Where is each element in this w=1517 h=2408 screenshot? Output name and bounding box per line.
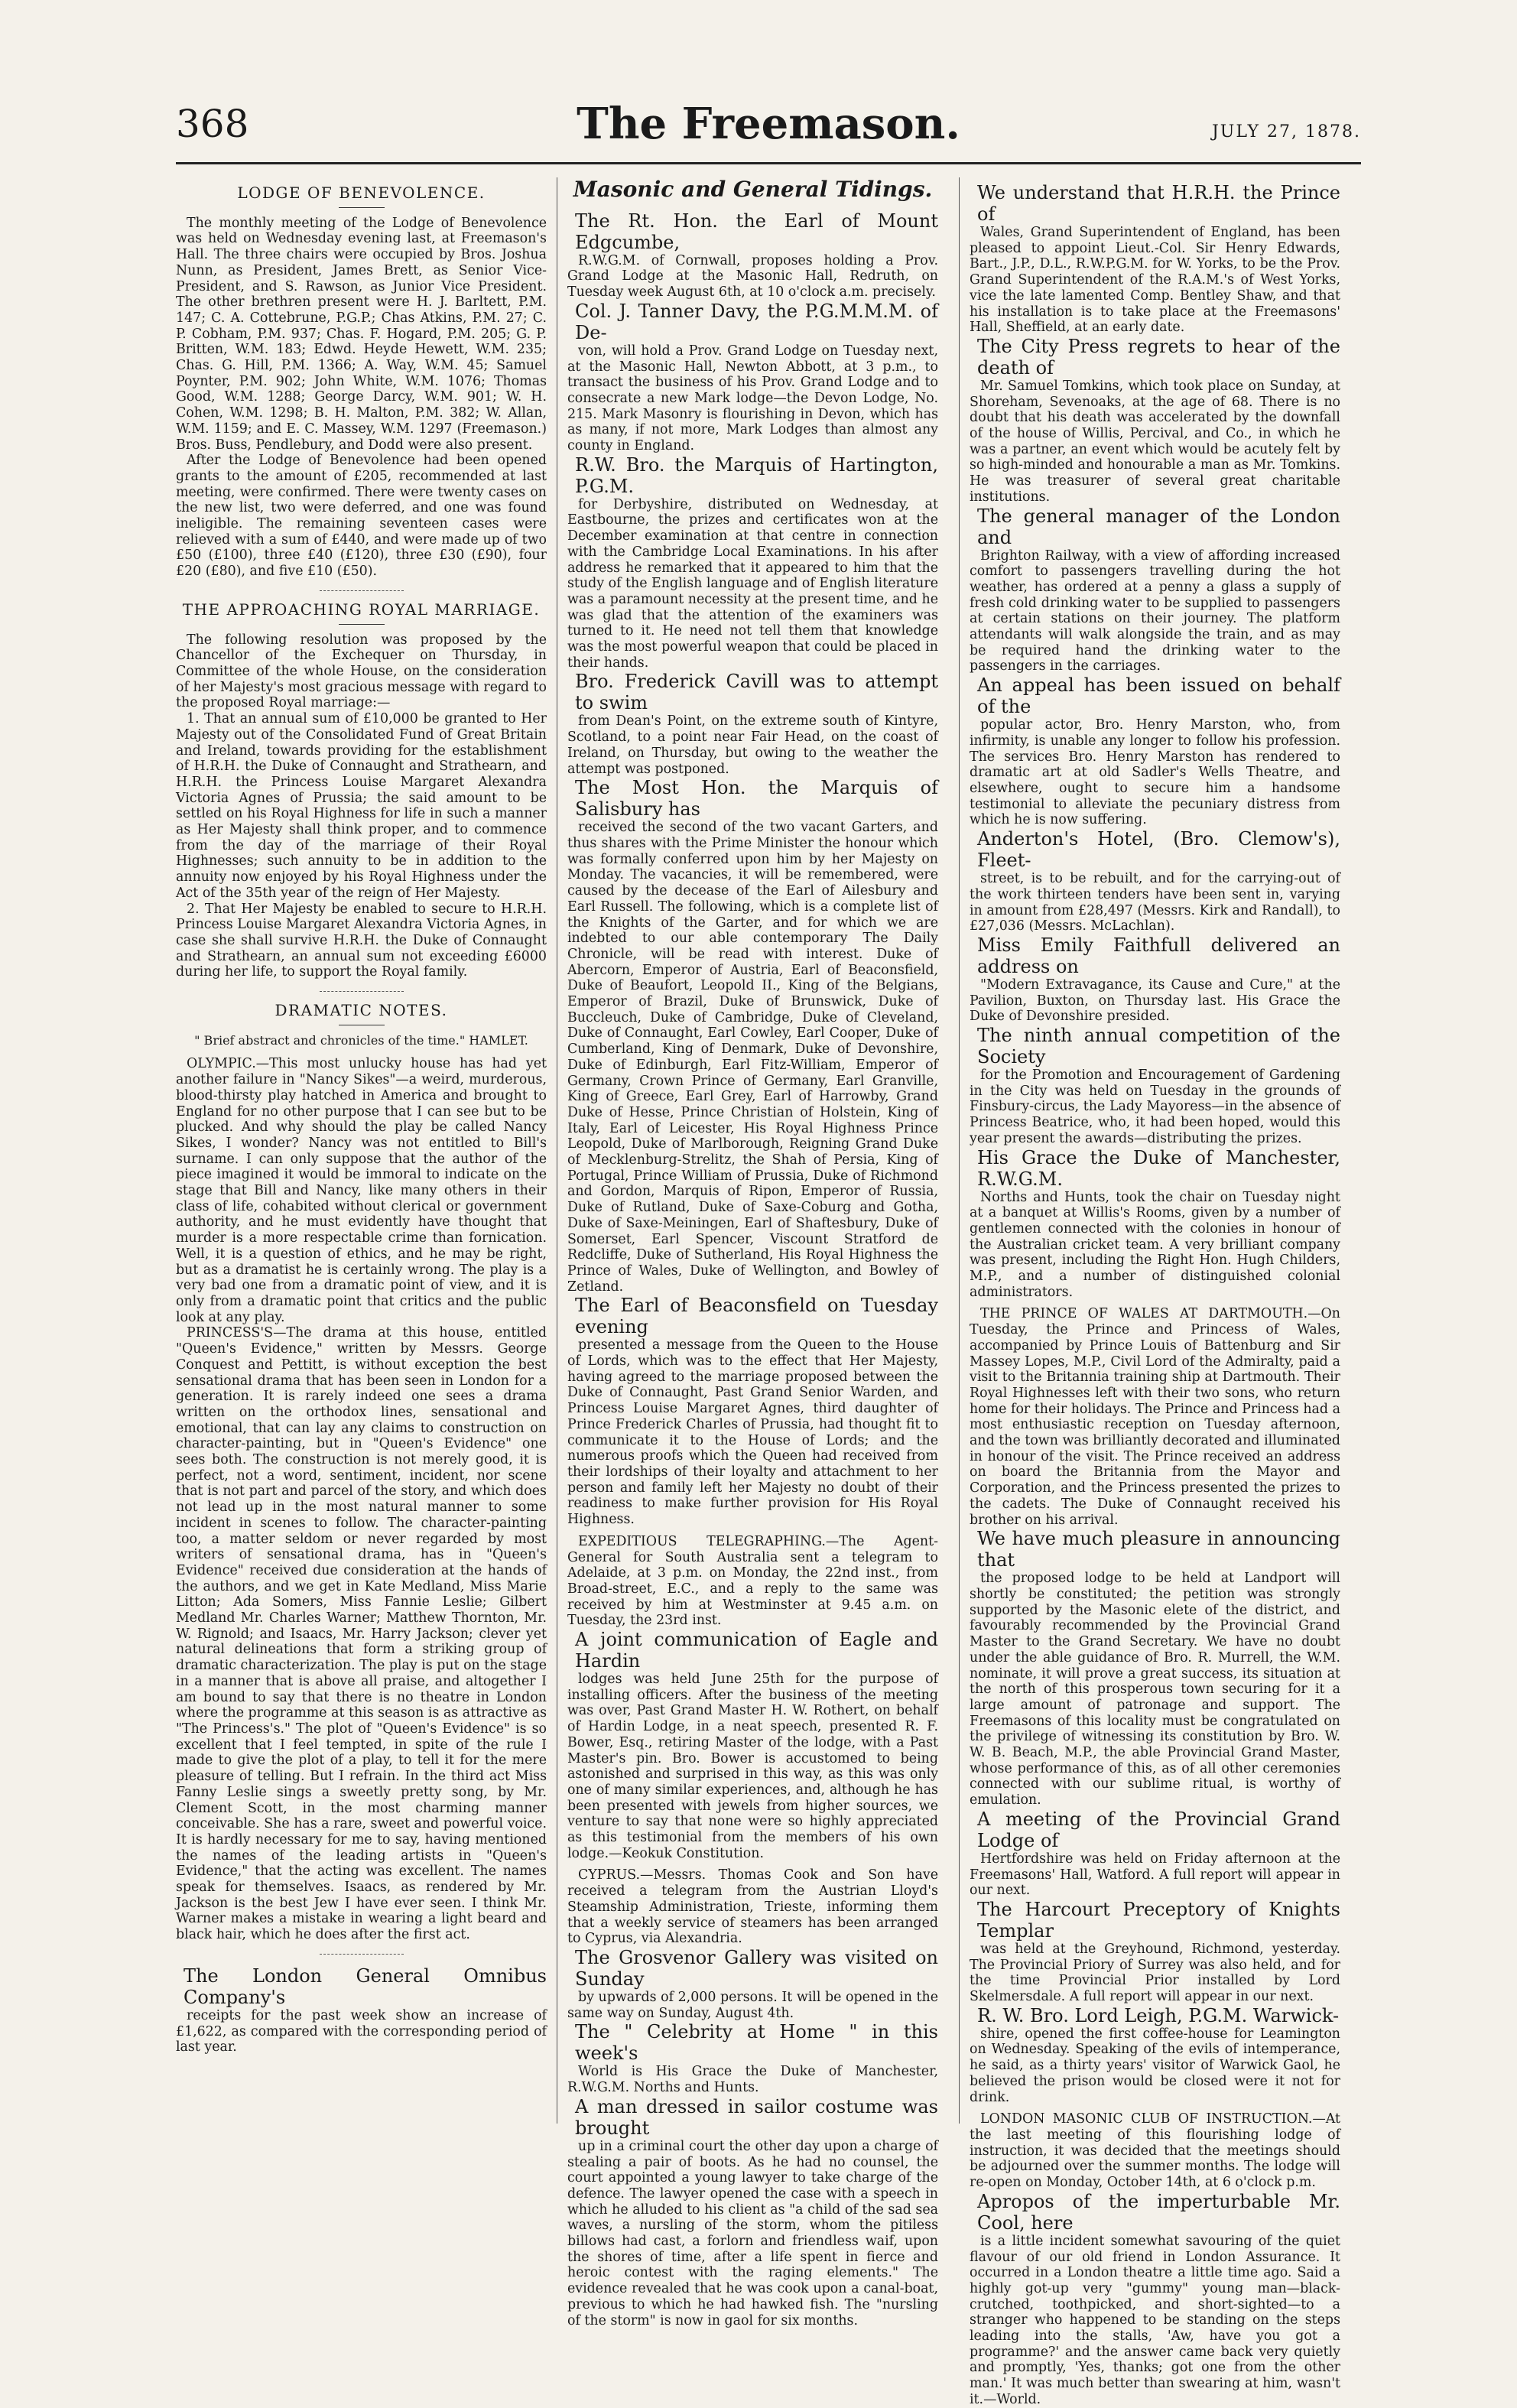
item-lead: We have much pleasure in announcing that — [977, 1528, 1340, 1571]
item-lead: The City Press regrets to hear of the death of — [977, 335, 1340, 379]
item-body: presented a message from the Queen to the House of Lords, which was to the effect that Her Majesty, having agreed to the marriage proposed between the Duke of Connaught, Past Grand Senior Warden, and Princess Louise Margaret Agnes, third daughter of Prince Frederick Charles of Prussia, had thought fit to communicate it to the House of Lords; and the numerous proofs which the Queen had received from their lordships of their loyalty and attachment to her person and family left her Majesty no doubt of their readiness to make further provision for His Royal Highness. — [567, 1337, 938, 1528]
item-lead: The Most Hon. the Marquis of Salisbury has — [575, 777, 938, 821]
item-body: for Derbyshire, distributed on Wednesday, at Eastbourne, the prizes and certificates won at the December examination at that centre in connection with the Cambridge Local Examinations. In his after address he remarked that it appeared to him that the study of the English language and of English literature was a paramount necessity at the present time, and he was glad that the attention of the examiners was turned to it. He need not tell them that knowledge was the most powerful weapon that could be placed in their hands. — [567, 496, 938, 671]
item-body: received the second of the two vacant Garters, and thus shares with the Prime Minister the honour which was formally conferred upon him by her Majesty on Monday. The vacancies, it will be remembered, were caused by the decease of the Earl of Ailesbury and Earl Russell. The following, which is a complete list of the Knights of the Garter, and for which we are indebted to our able contemporary The Daily Chronicle, will be read with interest. Duke of Abercorn, Emperor of Austria, Earl of Beaconsfield, Duke of Beaufort, Leopold II., King of the Belgians, Emperor of Brazil, Duke of Brunswick, Duke of Buccleuch, Duke of Cambridge, Duke of Cleveland, Duke of Connaught, Earl Cowley, Earl Cooper, Duke of Cumberland, King of Denmark, Duke of Devonshire, Duke of Edinburgh, Earl Fitz-William, Emperor of Germany, Crown Prince of Germany, Earl Granville, King of Greece, Earl Grey, Earl of Harrowby, Grand Duke of Hesse, Prince Christian of Holstein, King of Italy, Earl of Leicester, His Royal Highness Prince Leopold, Duke of Marlborough, Reigning Grand Duke of Mecklenburg-Strelitz, the Shah of Persia, King of Portugal, Prince William of Prussia, Duke of Richmond and Gordon, Marquis of Ripon, Emperor of Russia, Duke of Rutland, Duke of Saxe-Coburg and Gotha, Duke of Saxe-Meiningen, Earl of Shaftesbury, Duke of Somerset, Earl Spencer, Viscount Stratford de Redcliffe, Duke of Sutherland, His Royal Highness the Prince of Wales, Duke of Wellington, and Bowley of Zetland. — [567, 820, 938, 1295]
column-2 — [567, 177, 938, 2328]
item-lead: R. W. Bro. Lord Leigh, P.G.M. Warwick- — [977, 2004, 1340, 2026]
item-body: is a little incident somewhat savouring of the quiet flavour of our old friend in London Assurance. It occurred in a London theatre a little time ago. Said a highly got-up very "gummy" young man—black-crutched, toothpicked, and short-sighted—to a stranger who happened to be standing on the steps leading into the stalls, 'Aw, have you got a programme?' and the answer came back very quietly and promptly, 'Yes, thanks; got one from the other man.' It was much better than swearing at him, wasn't it.—World. — [970, 2233, 1340, 2407]
item-body: Wales, Grand Superintendent of England, has been pleased to appoint Lieut.-Col. Sir Henry Edwards, Bart., J.P., D.L., R.W.P.G.M. for W. Yorks, to be the Prov. Grand Superintendent of the R.A.M.'s of West Yorks, vice the late lamented Comp. Bentley Shaw, and that his installation is to take place at the Freemasons' Hall, Sheffield, at an early date. — [970, 225, 1340, 336]
item-lead: The ninth annual competition of the Society — [977, 1025, 1340, 1068]
article-paragraph: The following resolution was proposed by the Chancellor of the Exchequer on Thursday, in Committee of the whole House, on the consideration of her Majesty's most gracious message with regard to the proposed Royal marriage:— — [176, 632, 547, 711]
item-body: from Dean's Point, on the extreme south of Kintyre, Scotland, to a point near Fair Head, on the coast of Ireland, on Thursday, but owing to the weather the attempt was postponed. — [567, 713, 938, 777]
article-paragraph: 1. That an annual sum of £10,000 be granted to Her Majesty out of the Consolidated Fund of Great Britain and Ireland, towards providing for the establishment of H.R.H. the Duke of Connaught and Strathearn, and H.R.H. the Princess Louise Margaret Alexandra Victoria Agnes of Prussia; the said amount to be settled on his Royal Highness for life in such a manner as Her Majesty shall think proper, and to commence from the day of the marriage of their Royal Highnesses; such annuity to be in addition to the annuity now enjoyed by his Royal Highness under the Act of the 35th year of the reign of Her Majesty. — [176, 711, 547, 901]
item-lead: A man dressed in sailor costume was brought — [575, 2095, 938, 2139]
item-body: for the Promotion and Encouragement of Gardening in the City was held on Tuesday in the grounds of Finsbury-circus, the Lady Mayoress—in the absence of Princess Beatrice, who, it had been hoped, would this year present the awards—distributing the prizes. — [970, 1068, 1340, 1146]
page-number: 368 — [176, 102, 249, 146]
item-body: receipts for the past week show an increase of £1,622, as compared with the corresponding period of last year. — [176, 2007, 547, 2055]
item-body: Brighton Railway, with a view of affording increased comfort to passengers travelling during the hot weather, has ordered at a penny a glass a supply of fresh cold drinking water to be supplied to passengers at certain stations on their journey. The platform attendants will walk alongside the train, and as may be required hand the drinking water to the passengers in the carriages. — [970, 548, 1340, 674]
item-body: by upwards of 2,000 persons. It will be opened in the same way on Sunday, August 4th. — [567, 1989, 938, 2021]
section-separator — [320, 1954, 404, 1955]
item-body: popular actor, Bro. Henry Marston, who, from infirmity, is unable any longer to follow his profession. The services Bro. Henry Marston has rendered to dramatic art at old Sadler's Wells Theatre, and elsewhere, ought to secure him a handsome testimonial to alleviate the pecuniary distress from which he is now suffering. — [970, 717, 1340, 828]
item-lead: The Earl of Beaconsfield on Tuesday evening — [575, 1295, 938, 1338]
item-body: lodges was held June 25th for the purpose of installing officers. After the business of the meeting was over, Past Grand Master H. W. Rothert, on behalf of Hardin Lodge, in a neat speech, presented R. F. Bower, Esq., retiring Master of the lodge, with a Past Master's pin. Bro. Bower is accustomed to being astonished and surprised in this way, as this was only one of many similar experiences, and, although he has been presented with jewels from higher sources, we venture to say that none were so highly appreciated as this testimonial from the members of his own lodge.—Keokuk Constitution. — [567, 1672, 938, 1861]
section-separator — [320, 991, 404, 992]
item-body: R.W.G.M. of Cornwall, proposes holding a Prov. Grand Lodge at the Masonic Hall, Redruth, on Tuesday week August 6th, at 10 o'clock a.m. precisely. — [567, 252, 938, 301]
section-heading-royal-marriage: THE APPROACHING ROYAL MARRIAGE. — [182, 600, 541, 619]
item-body: Hertfordshire was held on Friday afternoon at the Freemasons' Hall, Watford. A full report will appear in our next. — [970, 1851, 1340, 1899]
section-heading-lodge-of-benevolence: LODGE OF BENEVOLENCE. — [237, 184, 486, 202]
item-body: Mr. Samuel Tomkins, which took place on Sunday, at Shoreham, Sevenoaks, at the age of 68. There is no doubt that his death was accelerated by the downfall of the house of Willis, Percival, and Co., in which he was a partner, an event which would be acutely felt by so high-minded and honourable a man as Mr. Tomkins. He was treasurer of several great charitable institutions. — [970, 378, 1340, 505]
article-paragraph: OLYMPIC.—This most unlucky house has had yet another failure in "Nancy Sikes"—a weird, murderous, blood-thirsty play hatched in America and brought to England for no other purpose that I can see but to be plucked. And why should the play be called Nancy Sikes, I wonder? Nancy was not entitled to Bill's surname. I can only suppose that the author of the piece imagined it would be immoral to indicate on the stage that Bill and Nancy, like many others in their class of life, cohabited without clerical or government authority, and he must evidently have thought that murder is a more respectable crime than fornication. Well, it is a question of ethics, and he may be right, but as a dramatist he is certainly wrong. The play is a very bad one from a dramatic point of view, and it is only from a dramatic point that critics and the public look at any play. — [176, 1056, 547, 1325]
masthead — [176, 101, 1361, 154]
spacer — [970, 2105, 1340, 2111]
masthead-rule — [176, 162, 1361, 164]
item-lead: The " Celebrity at Home " in this week's — [575, 2021, 938, 2065]
article-paragraph: The monthly meeting of the Lodge of Benevolence was held on Wednesday evening last, at Freemason's Hall. The three chairs were occupied by Bros. Joshua Nunn, as President, James Brett, as Senior Vice-President, and S. Rawson, as Junior Vice President. The other brethren present were H. J. Barltett, P.M. 147; C. A. Cottebrune, P.G.P.; Chas Atkins, P.M. 27; C. P. Cobham, P.M. 937; Chas. F. Hogard, P.M. 205; G. P. Britten, W.M. 183; Edwd. Heyde Hewett, W.M. 235; Chas. G. Hill, P.M. 1366; A. Way, W.M. 45; Samuel Poynter, P.M. 902; John White, W.M. 1076; Thomas Good, W.M. 1288; George Darcy, W.M. 901; W. H. Cohen, W.M. 1298; B. H. Malton, P.M. 382; W. Allan, W.M. 1159; and E. C. Massey, W.M. 1297 (Freemason.) Bros. Buss, Pendlebury, and Dodd were also present. — [176, 215, 547, 453]
item-lead: The general manager of the London and — [977, 505, 1340, 548]
item-lead: The Grosvenor Gallery was visited on Sunday — [575, 1946, 938, 1990]
spacer — [970, 1300, 1340, 1306]
column-3 — [970, 182, 1340, 2407]
item-lead: An appeal has been issued on behalf of the — [977, 674, 1340, 718]
item-body: World is His Grace the Duke of Manchester, R.W.G.M. Norths and Hunts. — [567, 2064, 938, 2096]
heading-rule — [339, 207, 385, 208]
spacer — [567, 1528, 938, 1534]
item-lead: Miss Emily Faithfull delivered an address on — [977, 934, 1340, 977]
item-body: up in a criminal court the other day upon a charge of stealing a pair of boots. As he had no counsel, the court appointed a young lawyer to take charge of the defence. The lawyer opened the case with a speech in which he alluded to his client as "a child of the sad sea waves, a nursling of the storm, whom the pitiless billows had cast, a forlorn and friendless waif, upon the shores of time, after a life spent in fierce and heroic contest with the raging elements." The evidence revealed that he was cook upon a canal-boat, previous to which he had hawked fish. The "nursling of the storm" is now in gaol for six months. — [567, 2138, 938, 2328]
item-lead: A joint communication of Eagle and Hardin — [575, 1629, 938, 1672]
section-separator — [320, 590, 404, 591]
item-body: "Modern Extravagance, its Cause and Cure," at the Pavilion, Buxton, on Thursday last. His Grace the Duke of Devonshire presided. — [970, 977, 1340, 1025]
item-body: LONDON MASONIC CLUB OF INSTRUCTION.—At the last meeting of this flourishing lodge of instruction, it was decided that the meetings should be adjourned over the summer months. The lodge will re-open on Monday, October 14th, at 6 o'clock p.m. — [970, 2111, 1340, 2191]
heading-rule — [339, 624, 385, 625]
item-lead: Anderton's Hotel, (Bro. Clemow's), Fleet- — [977, 828, 1340, 872]
item-lead: The London General Omnibus Company's — [184, 1964, 547, 2008]
item-lead: Apropos of the imperturbable Mr. Cool, here — [977, 2190, 1340, 2234]
article-paragraph: 2. That Her Majesty be enabled to secure to H.R.H. Princess Louise Margaret Alexandra Victoria Agnes, in case she shall survive H.R.H. the Duke of Connaught and Strathearn, an annual sum not exceeding £6000 during her life, to support the Royal family. — [176, 901, 547, 980]
item-lead: His Grace the Duke of Manchester, R.W.G.M. — [977, 1146, 1340, 1190]
item-lead: We understand that H.R.H. the Prince of — [977, 182, 1340, 225]
item-body: THE PRINCE OF WALES AT DARTMOUTH.—On Tuesday, the Prince and Princess of Wales, accompanied by Prince Louis of Battenburg and Sir Massey Lopes, M.P., Civil Lord of the Admiralty, paid a visit to the Britannia training ship at Dartmouth. Their Royal Highnesses left with their two sons, who return home for their holidays. The Prince and Princess had a most enthusiastic reception on Tuesday afternoon, and the town was brilliantly decorated and illuminated in honour of the visit. The Prince received an address on board the Britannia from the Mayor and Corporation, and the Princess presented the prizes to the cadets. The Duke of Connaught received his brother on his arrival. — [970, 1306, 1340, 1528]
item-body: CYPRUS.—Messrs. Thomas Cook and Son have received a telegram from the Austrian Lloyd's Steamship Administration, Trieste, informing them that a weekly service of steamers has been arranged to Cyprus, via Alexandria. — [567, 1867, 938, 1947]
article-paragraph: After the Lodge of Benevolence had been opened grants to the amount of £205, recommended at last meeting, were confirmed. There were twenty cases on the new list, two were deferred, and one was found ineligible. The remaining seventeen cases were relieved with a sum of £440, and were made up of two £50 (£100), three £40 (£120), three £30 (£90), four £20 (£80), and five £10 (£50). — [176, 453, 547, 580]
item-body: street, is to be rebuilt, and for the carrying-out of the work thirteen tenders have been sent in, varying in amount from £28,497 (Messrs. Kirk and Randall), to £27,036 (Messrs. McLachlan). — [970, 871, 1340, 934]
paper-title: The Freemason. — [577, 99, 960, 149]
section-heading-masonic-tidings: Masonic and General Tidings. — [573, 177, 933, 202]
item-body: EXPEDITIOUS TELEGRAPHING.—The Agent-General for South Australia sent a telegram to Adelaide, at 3 p.m. on Monday, the 22nd inst., from Broad-street, E.C., and a reply to the same was received by him at Westminster at 9.45 a.m. on Tuesday, the 23rd inst. — [567, 1533, 938, 1629]
item-lead: The Harcourt Preceptory of Knights Templar — [977, 1898, 1340, 1942]
item-body: shire, opened the first coffee-house for Leamington on Wednesday. Speaking of the evils of intemperance, he said, as a thirty years' visitor of Warwick Gaol, he believed the prison would be closed were it not for drink. — [970, 2026, 1340, 2105]
epigraph-quote: " Brief abstract and chronicles of the time." HAMLET. — [194, 1032, 528, 1048]
column-divider — [959, 177, 960, 2124]
column-1 — [176, 182, 547, 2124]
item-body: Norths and Hunts, took the chair on Tuesday night at a banquet at Willis's Rooms, given by a number of gentlemen connected with the colonies in honour of the Australian cricket team. A very brilliant company was present, including the Right Hon. Hugh Childers, M.P., and a number of distinguished colonial administrators. — [970, 1189, 1340, 1300]
spacer — [567, 1861, 938, 1867]
item-body: was held at the Greyhound, Richmond, yesterday. The Provincial Priory of Surrey was also held, and for the time Provincial Prior installed by Lord Skelmersdale. A full report will appear in our next. — [970, 1941, 1340, 2005]
item-lead: Bro. Frederick Cavill was to attempt to swim — [575, 671, 938, 714]
item-lead: R.W. Bro. the Marquis of Hartington, P.G.M. — [575, 453, 938, 497]
section-heading-dramatic-notes: DRAMATIC NOTES. — [274, 1001, 448, 1020]
article-paragraph: PRINCESS'S—The drama at this house, entitled "Queen's Evidence," written by Messrs. George Conquest and Pettitt, is without exception the best sensational drama that has been seen in London for a generation. It is rarely indeed one sees a drama written on the orthodox lines, sensational and emotional, that can lay any claims to construction on character-painting, but in "Queen's Evidence" one sees both. The construction is not merely good, it is perfect, not a word, sentiment, incident, nor scene that is not part and parcel of the story, and which does not lead up in the most natural manner to some incident in scenes to follow. The character-painting too, a matter seldom or never regarded by most writers of sensational drama, has in "Queen's Evidence" received due consideration at the hands of the authors, and we get in Kate Medland, Miss Marie Litton; Ada Somers, Miss Fannie Leslie; Gilbert Medland Mr. Charles Warner; Matthew Thornton, Mr. W. Rignold; and Isaacs, Mr. Harry Jackson; clever yet natural delineations that form a striking group of dramatic characterization. The play is put on the stage in a manner that is above all praise, and altogether I am bound to say that there is no theatre in London where the programme at this season is as attractive as "The Princess's." The plot of "Queen's Evidence" is so excellent that I feel tempted, in spite of the rule I made to give the plot of a play, to tell it for the mere pleasure of telling. But I refrain. In the third act Miss Fanny Leslie sings a sweetly pretty song, by Mr. Clement Scott, in the most charming manner conceivable. She has a rare, sweet and powerful voice. It is hardly necessary for me to say, having mentioned the names of the leading artists in "Queen's Evidence," that the acting was excellent. The names speak for themselves. Isaacs, as rendered by Mr. Jackson is the best Jew I have ever seen. I think Mr. Warner makes a mistake in wearing a light beard and black hair, which he does after the first act. — [176, 1325, 547, 1943]
item-lead: The Rt. Hon. the Earl of Mount Edgcumbe, — [575, 210, 938, 253]
item-body: the proposed lodge to be held at Landport will shortly be constituted; the petition was strongly supported by the Masonic elete of the district, and favourably recommended by the Provincial Grand Master to the Grand Secretary. We have no doubt under the able guidance of Bro. R. Murrell, the W.M. nominate, it will prove a great success, its situation at the north of this prosperous town securing for it a large amount of patronage and support. The Freemasons of this locality must be congratulated on the privilege of witnessing its constitution by Bro. W. W. B. Beach, M.P., the able Provincial Grand Master, whose performance of this, as of all other ceremonies connected with our sublime ritual, is worthy of emulation. — [970, 1571, 1340, 1808]
item-body: von, will hold a Prov. Grand Lodge on Tuesday next, at the Masonic Hall, Newton Abbott, at 3 p.m., to transact the business of his Prov. Grand Lodge and to consecrate a new Mark lodge—the Devon Lodge, No. 215. Mark Masonry is flourishing in Devon, which has as many, if not more, Mark Lodges than almost any county in England. — [567, 343, 938, 454]
item-lead: Col. J. Tanner Davy, the P.G.M.M.M. of De- — [575, 300, 938, 343]
issue-date: JULY 27, 1878. — [1211, 122, 1361, 141]
item-lead: A meeting of the Provincial Grand Lodge of — [977, 1808, 1340, 1851]
